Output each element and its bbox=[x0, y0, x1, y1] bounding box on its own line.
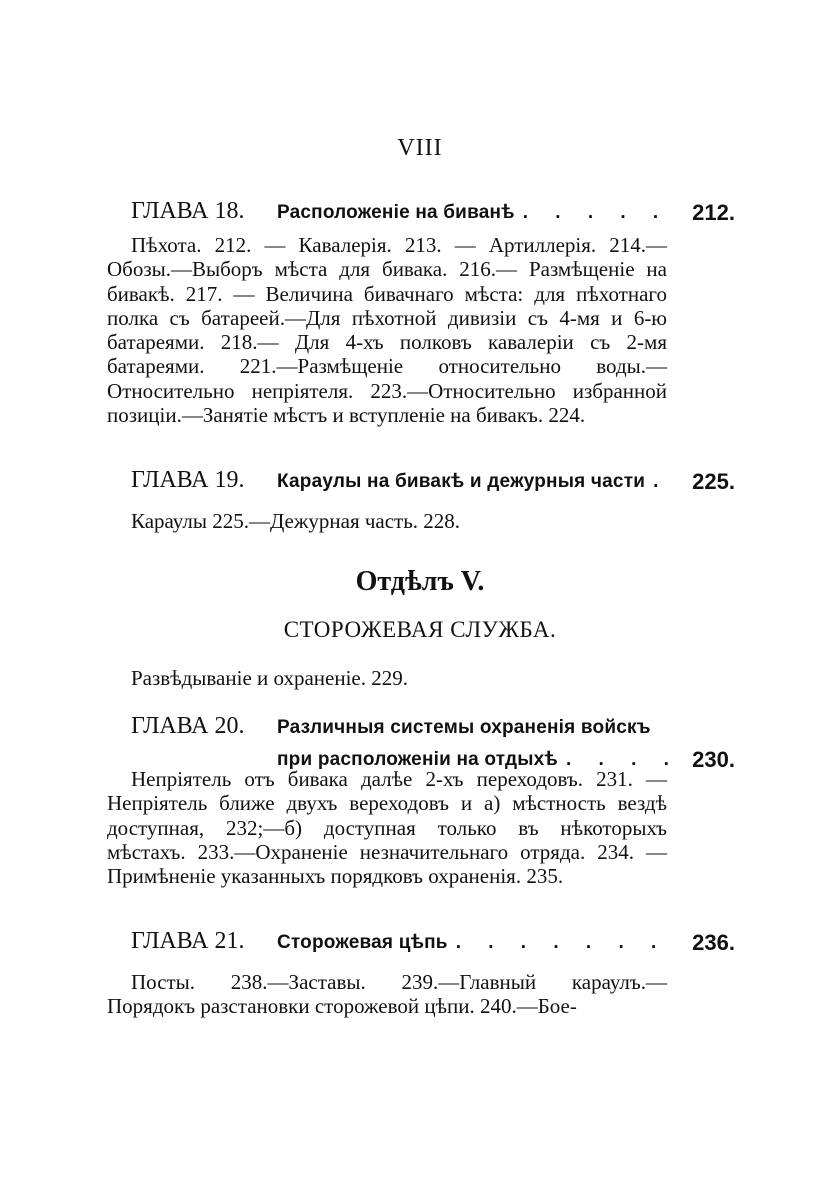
chapter-page-number: 230. bbox=[692, 747, 735, 772]
chapter-heading-20 bbox=[131, 711, 737, 775]
chapter-heading-21 bbox=[131, 926, 737, 958]
chapter-title: Расположеніе на биванѣ bbox=[277, 202, 515, 223]
chapter-21-contents: Посты. 238.—Заставы. 239.—Главный караулъ.— Порядокъ разстановки сторожевой цѣпи. 240.—Бое- bbox=[107, 970, 667, 1019]
leader-dots: . . . . . . . bbox=[455, 932, 668, 953]
chapter-label: ГЛАВА 21. bbox=[131, 928, 245, 954]
chapter-title-line2: при расположеніи на отдыхѣ bbox=[277, 749, 558, 770]
chapter-20-contents: Непріятель отъ бивака далѣе 2-хъ переходовъ. 231. — Непріятель ближе двухъ вереходовъ и а) мѣстность вездѣ доступная, 232;—б) доступная только въ нѣкоторыхъ мѣстахъ. 233.—Охраненіе незначительнаго отряда. 234. — Примѣненіе указанныхъ порядковъ охраненія. 235. bbox=[107, 767, 667, 889]
section-intro: Развѣдываніе и охраненіе. 229. bbox=[131, 666, 408, 690]
chapter-label: ГЛАВА 18. bbox=[131, 198, 245, 224]
chapter-title-line1: Различныя системы охраненія войскъ bbox=[277, 717, 651, 738]
chapter-label: ГЛАВА 19. bbox=[131, 467, 245, 493]
chapter-heading-18 bbox=[131, 196, 737, 228]
chapter-heading-19 bbox=[131, 465, 737, 497]
chapter-label: ГЛАВА 20. bbox=[131, 713, 245, 739]
chapter-18-contents: Пѣхота. 212. — Кавалерія. 213. — Артиллерія. 214.—Обозы.—Выборъ мѣста для бивака. 216.— Размѣщеніе на бивакѣ. 217. — Величина бивачнаго мѣста: для пѣхотнаго полка съ батареей.—Для пѣхотной дивизіи съ 4-мя и 6-ю батареями. 218.— Для 4-хъ полковъ кавалеріи съ 2-мя батареями. 221.—Размѣщеніе относительно воды.—Относительно непріятеля. 223.—Относительно избранной позиціи.—Занятіе мѣстъ и вступленіе на бивакъ. 224. bbox=[107, 233, 667, 428]
section-subheading: СТОРОЖЕВАЯ СЛУЖБА. bbox=[283, 617, 557, 642]
chapter-page-number: 212. bbox=[692, 200, 735, 225]
chapter-19-contents: Караулы 225.—Дежурная часть. 228. bbox=[131, 509, 461, 533]
chapter-page-number: 236. bbox=[692, 930, 735, 955]
leader-dots: . . . . . bbox=[522, 202, 670, 223]
section-heading: Отдѣлъ V. bbox=[355, 566, 485, 597]
page-number: VIII bbox=[397, 135, 443, 161]
leader-dots: . . . . bbox=[565, 749, 680, 770]
chapter-page-number: 225. bbox=[692, 469, 735, 494]
leader-dots: . bbox=[653, 471, 670, 492]
chapter-title: Караулы на бивакѣ и дежурныя части bbox=[277, 471, 646, 492]
chapter-title: Сторожевая цѣпь bbox=[277, 932, 448, 953]
